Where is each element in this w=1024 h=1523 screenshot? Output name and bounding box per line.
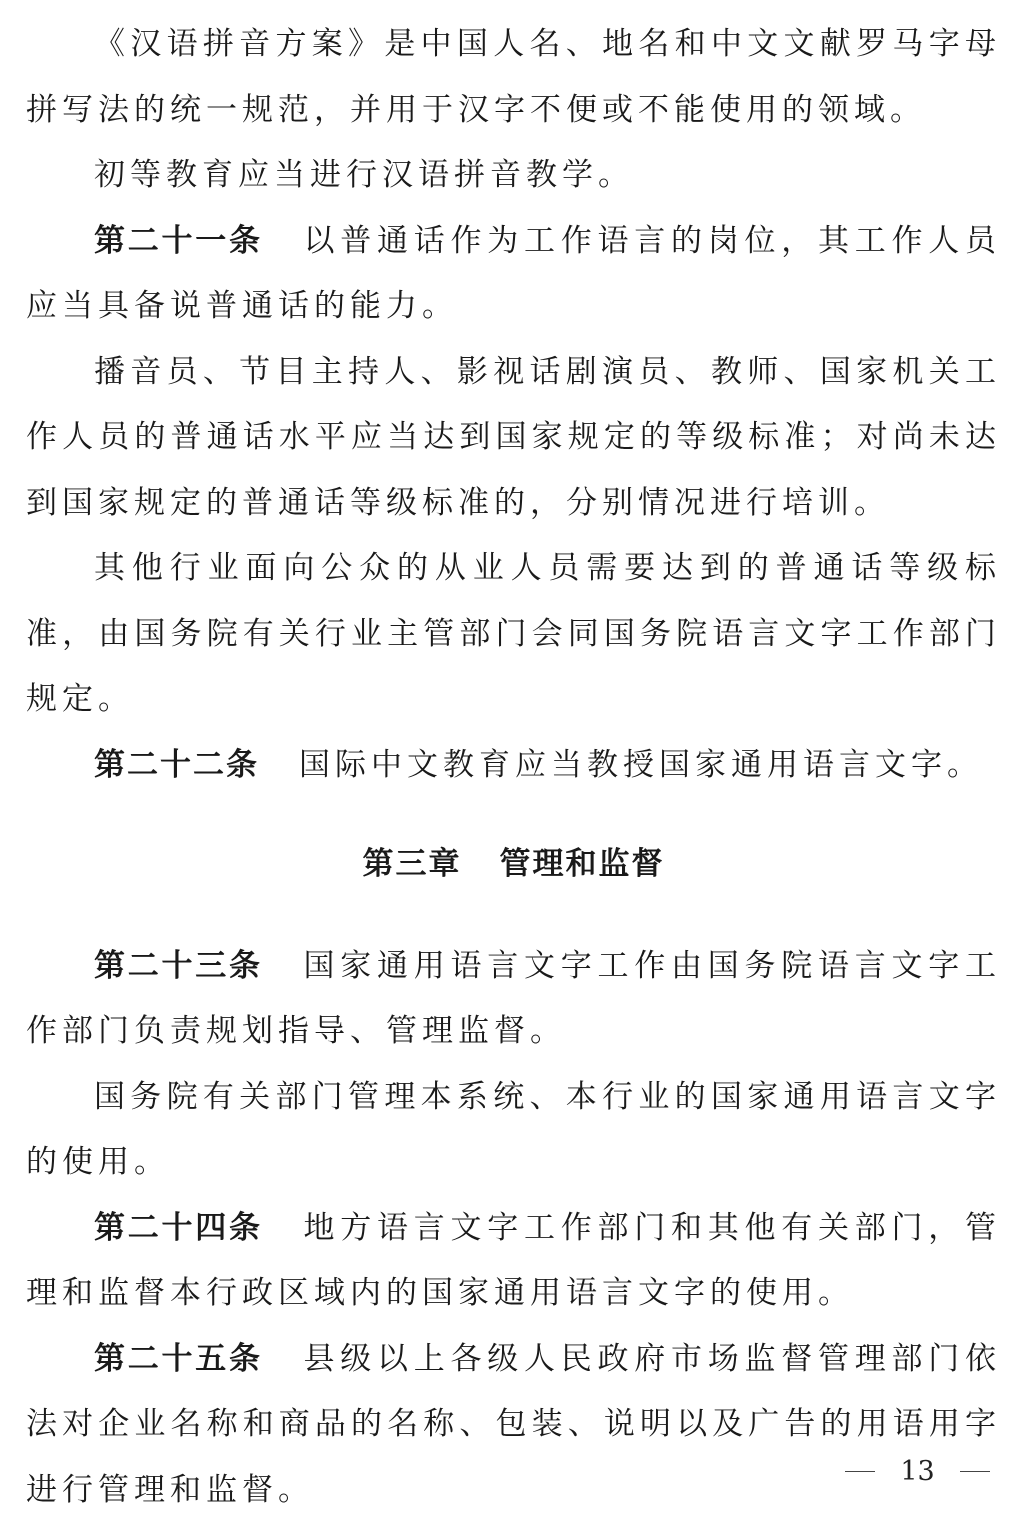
chapter-title: 管理和监督 xyxy=(500,846,665,882)
paragraph: 其他行业面向公众的从业人员需要达到的普通话等级标准，由国务院有关行业主管部门会同国务院语言文字工作部门规定。 xyxy=(26,536,1001,733)
paragraph: 国务院有关部门管理本系统、本行业的国家通用语言文字的使用。 xyxy=(26,1065,1001,1196)
footer-dash-left xyxy=(845,1471,875,1472)
chapter-number: 第三章 xyxy=(363,846,462,882)
chapter-heading xyxy=(26,832,1001,898)
article-number: 第二十三条 xyxy=(94,948,263,984)
article-paragraph: 第二十三条 国家通用语言文字工作由国务院语言文字工作部门负责规划指导、管理监督。 xyxy=(26,934,1001,1065)
article-paragraph: 第二十一条 以普通话作为工作语言的岗位，其工作人员应当具备说普通话的能力。 xyxy=(26,209,1001,340)
document-body xyxy=(26,12,1001,1523)
paragraph: 《汉语拼音方案》是中国人名、地名和中文文献罗马字母拼写法的统一规范，并用于汉字不便或不能使用的领域。 xyxy=(26,12,1001,143)
article-number: 第二十一条 xyxy=(94,223,263,259)
page-number: 13 xyxy=(900,1456,934,1487)
article-paragraph: 第二十五条 县级以上各级人民政府市场监督管理部门依法对企业名称和商品的名称、包装、说明以及广告的用语用字进行管理和监督。 xyxy=(26,1327,1001,1523)
page-footer xyxy=(845,1456,990,1487)
article-number: 第二十五条 xyxy=(94,1341,263,1377)
footer-dash-right xyxy=(960,1471,990,1472)
article-paragraph: 第二十二条 国际中文教育应当教授国家通用语言文字。 xyxy=(26,733,1001,799)
article-number: 第二十二条 xyxy=(94,747,259,783)
article-paragraph: 第二十四条 地方语言文字工作部门和其他有关部门，管理和监督本行政区域内的国家通用语言文字的使用。 xyxy=(26,1196,1001,1327)
paragraph: 播音员、节目主持人、影视话剧演员、教师、国家机关工作人员的普通话水平应当达到国家规定的等级标准；对尚未达到国家规定的普通话等级标准的，分别情况进行培训。 xyxy=(26,340,1001,537)
article-number: 第二十四条 xyxy=(94,1210,263,1246)
paragraph: 初等教育应当进行汉语拼音教学。 xyxy=(26,143,1001,209)
